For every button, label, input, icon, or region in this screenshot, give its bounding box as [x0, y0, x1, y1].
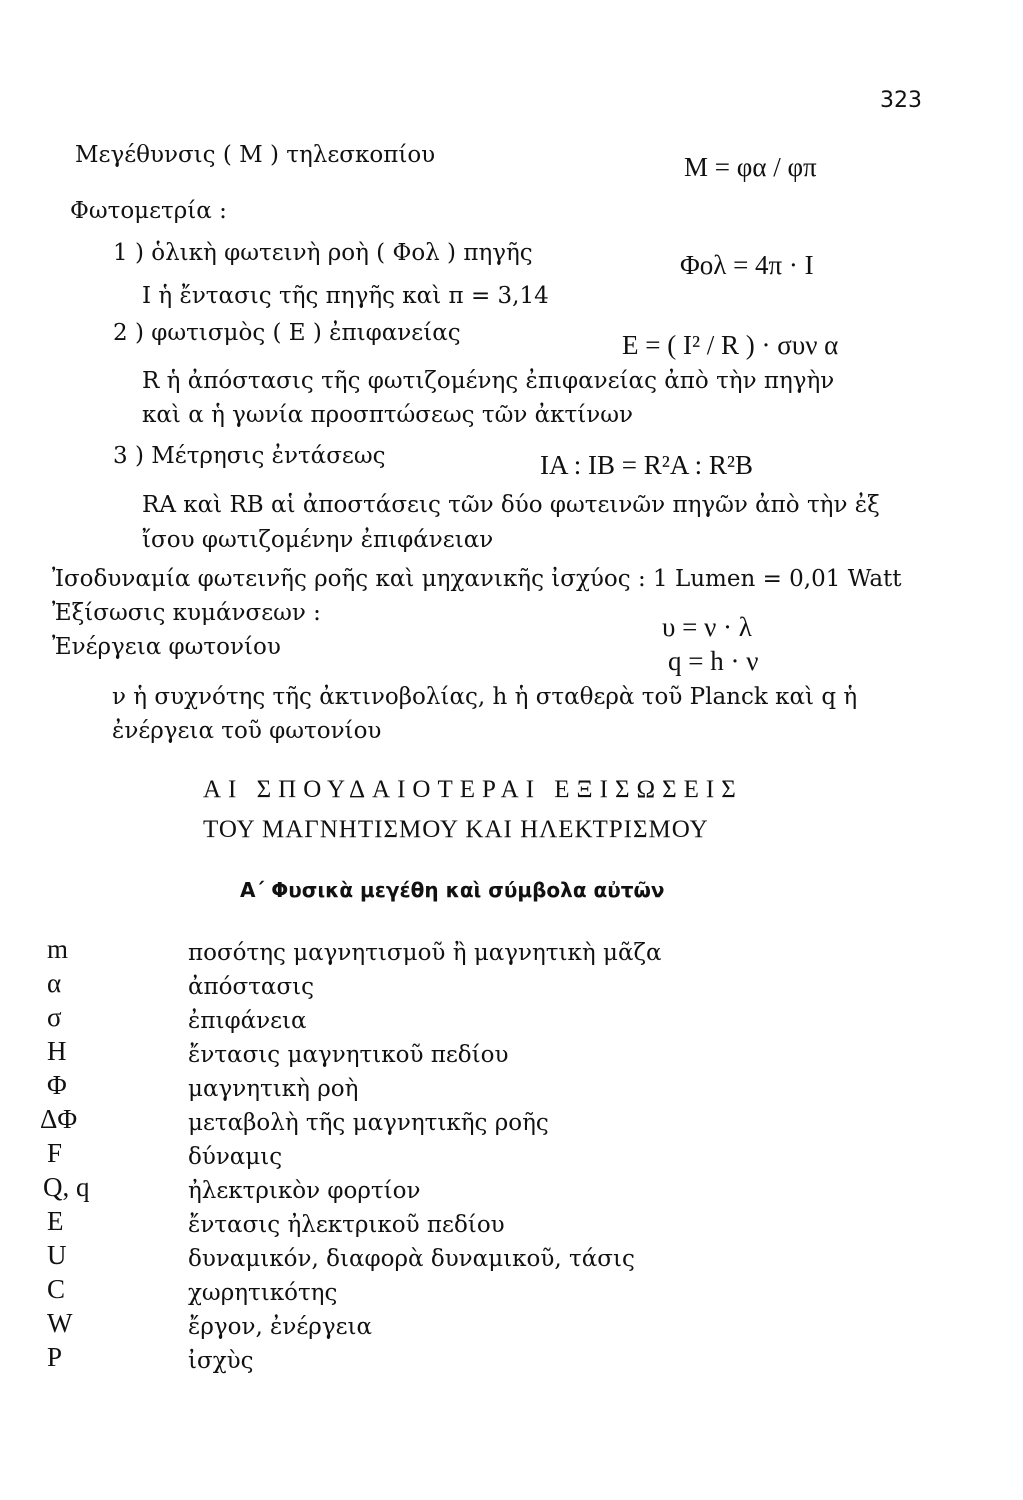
symbol-delta-Phi: ΔΦ: [40, 1104, 78, 1134]
symbol-E: E: [47, 1206, 64, 1236]
symbol-sigma: σ: [47, 1002, 62, 1032]
symbol-F-description: δύναμις: [188, 1144, 283, 1170]
photon-note-2: ἐνέργεια τοῦ φωτονίου: [112, 718, 382, 744]
photon-formula: q = h · ν: [668, 646, 759, 676]
symbol-sigma-description: ἐπιφάνεια: [188, 1008, 307, 1034]
illuminance-formula: E = ( I² / R ) · συν α: [622, 330, 839, 360]
symbol-U-description: δυναμικόν, διαφορὰ δυναμικοῦ, τάσις: [188, 1246, 635, 1272]
intensity-note-2: ἴσου φωτιζομένην ἐπιφάνειαν: [142, 527, 494, 553]
equivalence-line: Ἰσοδυναμία φωτεινῆς ροῆς καὶ μηχανικῆς ἰσχύος : 1 Lumen = 0,01 Watt: [52, 566, 902, 592]
photometry-heading: Φωτομετρία :: [70, 198, 227, 224]
symbol-alpha: α: [47, 968, 62, 998]
symbol-Phi-description: μαγνητικὴ ροὴ: [188, 1076, 359, 1102]
photon-note-1: ν ἡ συχνότης τῆς ἀκτινοβολίας, h ἡ σταθερὰ τοῦ Planck καὶ q ἡ: [112, 684, 858, 710]
magnification-formula: M = φα / φπ: [684, 152, 817, 182]
intensity-label: 3 ) Μέτρησις ἐντάσεως: [113, 443, 386, 469]
intensity-note-1: RA καὶ RB αἱ ἀποστάσεις τῶν δύο φωτεινῶν πηγῶν ἀπὸ τὴν ἐξ: [142, 492, 880, 518]
symbol-delta-Phi-description: μεταβολὴ τῆς μαγνητικῆς ροῆς: [188, 1110, 549, 1136]
symbol-Q: Q, q: [43, 1172, 90, 1202]
illuminance-note-2: καὶ α ἡ γωνία προσπτώσεως τῶν ἀκτίνων: [142, 402, 633, 428]
symbol-Phi: Φ: [47, 1070, 67, 1100]
flux-note: I ἡ ἔντασις τῆς πηγῆς καὶ π = 3,14: [142, 283, 549, 309]
illuminance-note-1: R ἡ ἀπόστασις τῆς φωτιζομένης ἐπιφανείας ἀπὸ τὴν πηγὴν: [142, 368, 835, 394]
symbol-W: W: [47, 1308, 73, 1338]
symbol-U: U: [47, 1240, 67, 1270]
section-title-line-2: ΤΟΥ ΜΑΓΝΗΤΙΣΜΟΥ ΚΑΙ ΗΛΕΚΤΡΙΣΜΟΥ: [203, 816, 709, 843]
symbol-C-description: χωρητικότης: [188, 1280, 338, 1306]
section-subtitle: Α΄ Φυσικὰ μεγέθη καὶ σύμβολα αὐτῶν: [240, 878, 665, 902]
symbol-F: F: [47, 1138, 63, 1168]
symbol-P: P: [47, 1342, 63, 1372]
magnification-label: Μεγέθυνσις ( Μ ) τηλεσκοπίου: [75, 142, 436, 168]
flux-formula: Φολ = 4π · I: [680, 250, 814, 280]
page-number: 323: [880, 88, 922, 113]
intensity-formula: IA : IB = R²A : R²B: [540, 450, 753, 480]
symbol-H-description: ἔντασις μαγνητικοῦ πεδίου: [188, 1042, 509, 1068]
symbol-alpha-description: ἀπόστασις: [188, 974, 315, 1000]
symbol-m: m: [47, 934, 69, 964]
photon-label: Ἐνέργεια φωτονίου: [52, 634, 281, 660]
symbol-H: H: [47, 1036, 67, 1066]
wave-label: Ἐξίσωσις κυμάνσεων :: [52, 600, 321, 626]
symbol-E-description: ἔντασις ἠλεκτρικοῦ πεδίου: [188, 1212, 505, 1238]
symbol-P-description: ἰσχὺς: [188, 1348, 254, 1374]
flux-label: 1 ) ὁλικὴ φωτεινὴ ροὴ ( Φολ ) πηγῆς: [113, 240, 533, 266]
symbol-m-description: ποσότης μαγνητισμοῦ ἢ μαγνητικὴ μᾶζα: [188, 940, 662, 966]
illuminance-label: 2 ) φωτισμὸς ( E ) ἐπιφανείας: [113, 320, 461, 346]
symbol-C: C: [47, 1274, 66, 1304]
section-title-line-1: ΑΙ ΣΠΟΥΔΑΙΟΤΕΡΑΙ ΕΞΙΣΩΣΕΙΣ: [203, 776, 743, 803]
symbol-W-description: ἔργον, ἐνέργεια: [188, 1314, 373, 1340]
symbol-Q-description: ἠλεκτρικὸν φορτίον: [188, 1178, 421, 1204]
wave-formula: υ = ν · λ: [662, 612, 752, 642]
